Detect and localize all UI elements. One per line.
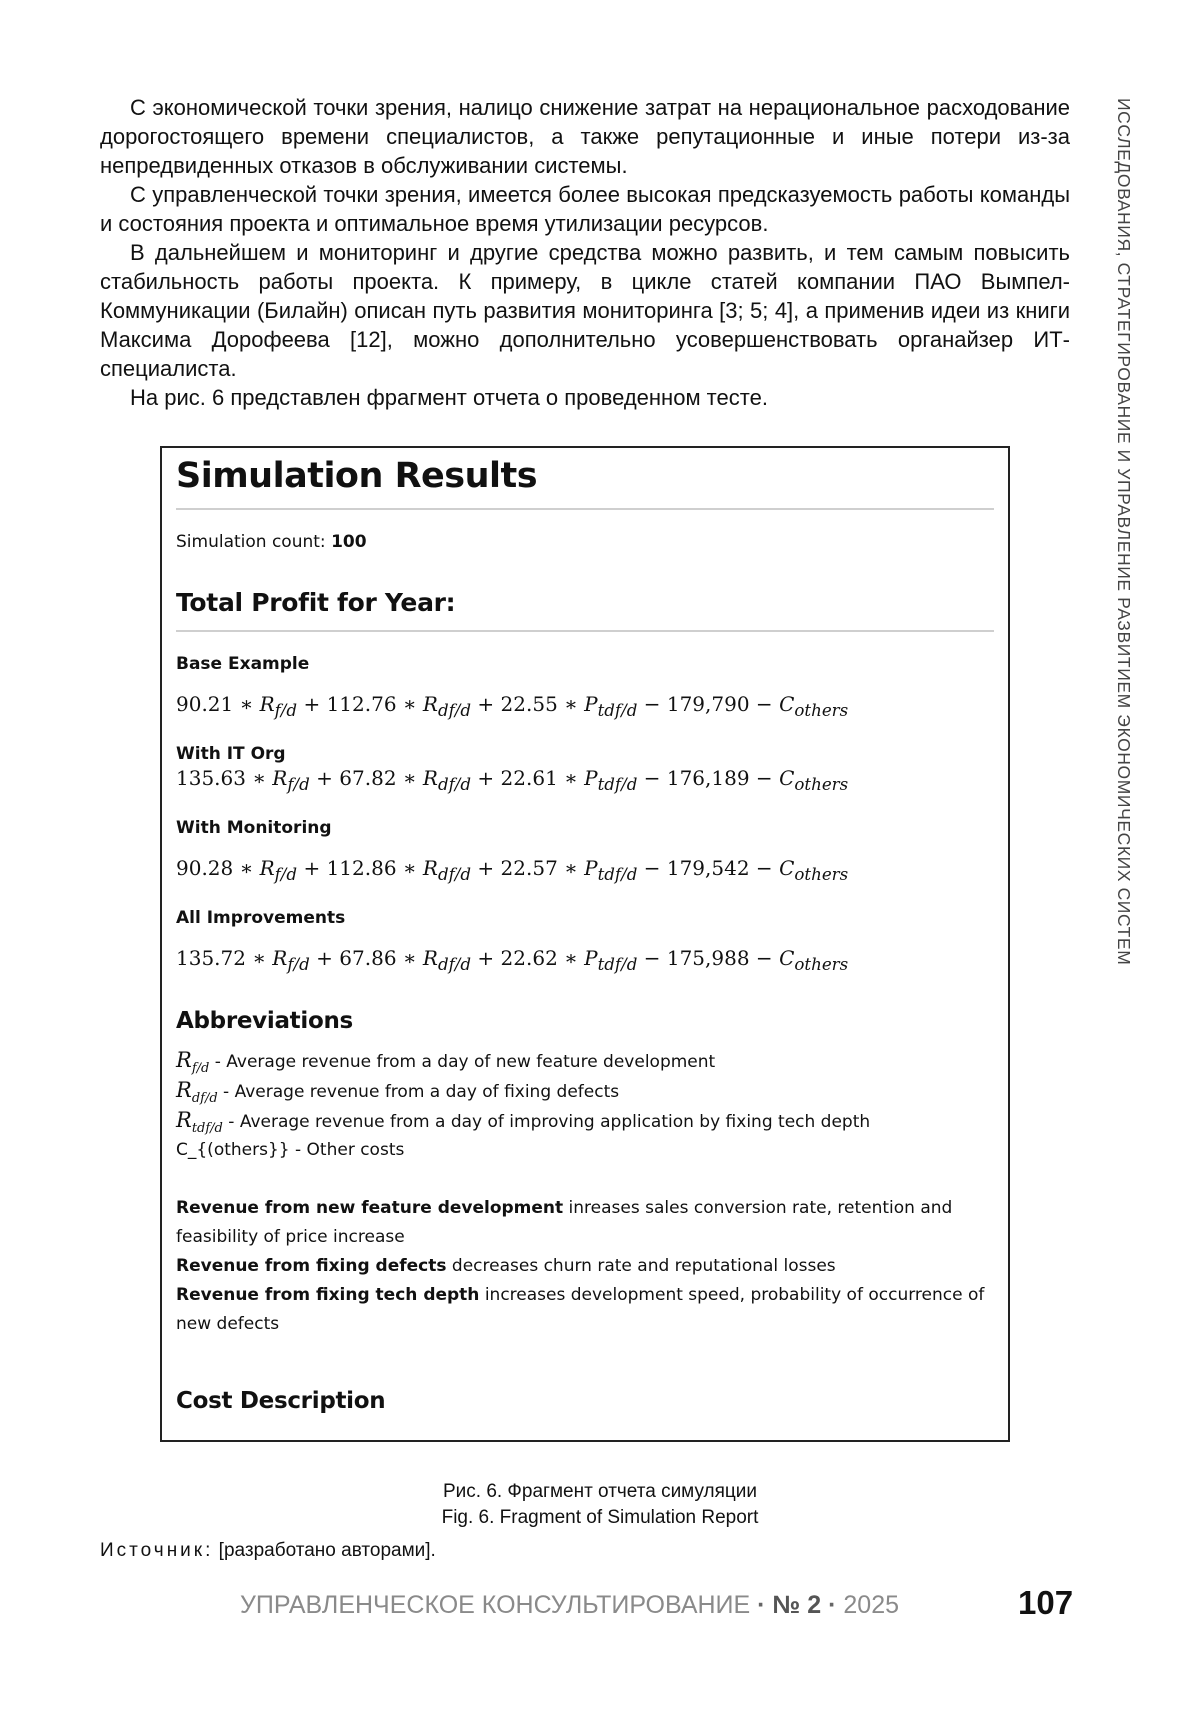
caption-ru: Рис. 6. Фрагмент отчета симуляции <box>442 1481 758 1502</box>
paragraph-3: В дальнейшем и мониторинг и другие средства можно развить, и тем самым повысить стабильность работы проекта. К примеру, в цикле статей компании ПАО Вымпел-Коммуникации (Билайн) описан путь развития мониторинга [3; 5; 4], а применив идеи из книги Максима Дорофеева [12], можно дополнительно усовершенствовать органайзер ИТ-специалиста. <box>100 240 1070 381</box>
cost-description-heading: Cost Description <box>176 1388 386 1414</box>
revenue-descriptions <box>176 1194 994 1339</box>
description-item: Revenue from new feature development inreases sales conversion rate, retention and feasibility of price increase <box>176 1198 953 1247</box>
body-text <box>100 93 1070 412</box>
abbreviations-heading: Abbreviations <box>176 1008 353 1034</box>
description-item: Revenue from fixing defects decreases churn rate and reputational losses <box>176 1256 836 1276</box>
caption-en: Fig. 6. Fragment of Simulation Report <box>441 1507 759 1528</box>
simulation-count <box>176 532 367 552</box>
year: 2025 <box>843 1591 900 1619</box>
scenario-name: With IT Org <box>176 744 286 764</box>
report-title: Simulation Results <box>176 456 538 496</box>
simulation-count-value: 100 <box>331 532 367 552</box>
separator: · <box>828 1591 837 1619</box>
paragraph-4: На рис. 6 представлен фрагмент отчета о проведенном тесте. <box>130 385 768 410</box>
profit-formula: 135.63 ∗ $R_{f/d} + 67.82$ ∗ $R_{df/d} + 22.61$ ∗ $P_{tdf/d} - 176,189 - C_{others}$ <box>176 766 849 794</box>
profit-divider <box>176 630 994 632</box>
abbreviation-item: $R_{tdf/d}$ - Average revenue from a day of improving application by fixing tech depth <box>176 1108 871 1137</box>
profit-formula: 135.72 ∗ $R_{f/d} + 67.86$ ∗ $R_{df/d} + 22.62$ ∗ $P_{tdf/d} - 175,988 - C_{others}$ <box>176 946 849 974</box>
source-note <box>100 1540 436 1562</box>
issue-number: № 2 <box>772 1591 822 1619</box>
total-profit-heading: Total Profit for Year: <box>176 588 456 617</box>
source-label: Источник: <box>100 1540 214 1561</box>
paragraph-1: С экономической точки зрения, налицо снижение затрат на нерациональное расходование дорогостоящего времени специалистов, а также репутационные и иные потери из-за непредвиденных отказов в обслуживании системы. <box>100 95 1070 178</box>
profit-formula: 90.21 ∗ $R_{f/d} + 112.76$ ∗ $R_{df/d} + 22.55$ ∗ $P_{tdf/d} - 179,790 - C_{others}$ <box>176 692 849 720</box>
page-number: 107 <box>1018 1584 1074 1621</box>
separator: · <box>757 1591 766 1619</box>
simulation-count-label: Simulation count: <box>176 532 332 552</box>
profit-formula: 90.28 ∗ $R_{f/d} + 112.86$ ∗ $R_{df/d} + 22.57$ ∗ $P_{tdf/d} - 179,542 - C_{others}$ <box>176 856 849 884</box>
abbreviation-item: $R_{f/d}$ - Average revenue from a day of new feature development <box>176 1048 716 1077</box>
running-head-vertical: ИССЛЕДОВАНИЯ, СТРАТЕГИРОВАНИЕ И УПРАВЛЕНИЕ РАЗВИТИЕМ ЭКОНОМИЧЕСКИХ СИСТЕМ <box>1114 98 1134 966</box>
figure-caption <box>0 1479 1200 1531</box>
description-item: Revenue from fixing tech depth increases development speed, probability of occurrence of new defects <box>176 1285 985 1334</box>
abbreviation-item: $R_{df/d}$ - Average revenue from a day of fixing defects <box>176 1078 620 1107</box>
scenario-name: All Improvements <box>176 908 346 928</box>
source-text: [разработано авторами]. <box>213 1540 436 1561</box>
abbreviation-item: C_{(others}} - Other costs <box>176 1140 405 1160</box>
journal-name: УПРАВЛЕНЧЕСКОЕ КОНСУЛЬТИРОВАНИЕ <box>240 1591 751 1619</box>
title-divider <box>176 508 994 510</box>
paragraph-2: С управленческой точки зрения, имеется более высокая предсказуемость работы команды и состояния проекта и оптимальное время утилизации ресурсов. <box>100 182 1070 236</box>
scenario-name: Base Example <box>176 654 310 674</box>
simulation-report-figure <box>160 446 1010 1442</box>
scenario-name: With Monitoring <box>176 818 332 838</box>
journal-footer <box>240 1591 899 1620</box>
